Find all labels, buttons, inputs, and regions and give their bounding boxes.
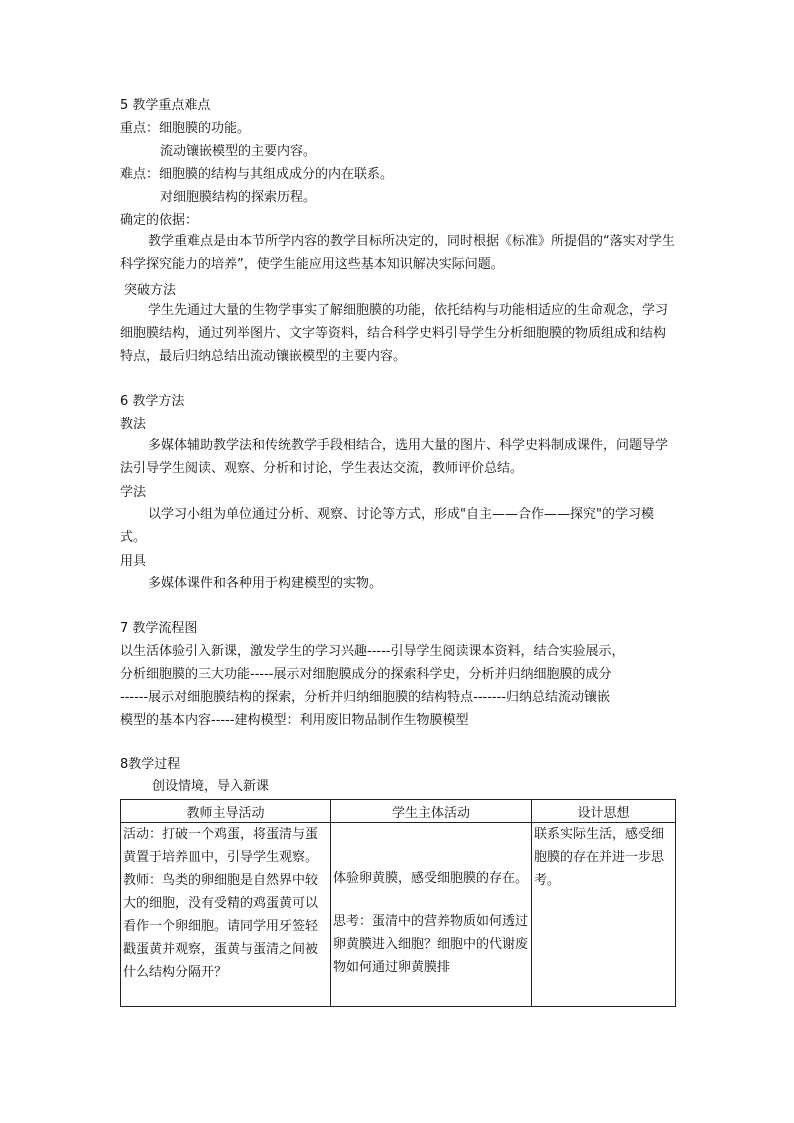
- student-activity-cell: [331, 823, 532, 1007]
- design-idea-text: 联系实际生活，感受细胞膜的存在并进一步思考。: [534, 827, 665, 888]
- table-row: [121, 823, 676, 1007]
- teacher-activity-cell: [121, 823, 331, 1007]
- key-point-2: 流动镶嵌模型的主要内容。: [160, 144, 317, 159]
- basis-paragraph: 教学重难点是由本节所学内容的教学目标所决定的，同时根据《标准》所提倡的“落实对学生科学探究能力的培养”，使学生能应用这些基本知识解决实际问题。: [120, 234, 675, 272]
- learn-method-label: 学法: [120, 485, 147, 500]
- tools-paragraph: 多媒体课件和各种用于构建模型的实物。: [148, 576, 383, 591]
- method-paragraph: 学生先通过大量的生物学事实了解细胞膜的功能，依托结构与功能相适应的生命观念，学习细胞膜结构，通过列举图片、文字等资料，结合科学史料引导学生分析细胞膜的物质组成和结构 特点，最后归纳总结出流动镶嵌模型的主要内容。: [120, 303, 669, 364]
- basis-label: 确定的依据：: [120, 213, 199, 228]
- section-8-heading: 8教学过程: [120, 757, 181, 772]
- student-experience-text: 体验卵黄膜，感受细胞膜的存在。: [333, 871, 529, 886]
- key-point-1: 重点：细胞膜的功能。: [120, 121, 251, 136]
- section-8-subheading: 创设情境，导入新课: [152, 779, 270, 794]
- flow-line-4: 模型的基本内容-----建构模型：利用废旧物品制作生物膜模型: [120, 713, 469, 728]
- student-thinking-text: 思考：蛋清中的营养物质如何透过卵黄膜进入细胞？细胞中的代谢废物如何通过卵黄膜排: [333, 914, 529, 975]
- header-design: 设计思想: [532, 800, 676, 823]
- table-header-row: [121, 800, 676, 823]
- flow-line-1: 以生活体验引入新课，激发学生的学习兴趣-----引导学生阅读课本资料，结合实验展示，: [120, 644, 625, 659]
- method-label: 突破方法: [124, 283, 177, 298]
- section-5-heading: 5 教学重点难点: [120, 98, 211, 113]
- section-6-heading: 6 教学方法: [120, 394, 185, 409]
- header-student: 学生主体活动: [331, 800, 532, 823]
- difficulty-2: 对细胞膜结构的探索历程。: [160, 190, 317, 205]
- header-teacher: 教师主导活动: [121, 800, 331, 823]
- tools-label: 用具: [120, 554, 147, 569]
- teacher-question-text: 教师：鸟类的卵细胞是自然界中较大的细胞，没有受精的鸡蛋黄可以看作一个卵细胞。请同学用牙签轻戳蛋黄并观察，蛋黄与蛋清之间被什么结构分隔开？: [123, 873, 319, 980]
- learn-method-paragraph: 以学习小组为单位通过分析、观察、讨论等方式，形成"自主——合作——探究"的学习模式。: [120, 507, 654, 545]
- teaching-process-table: [120, 799, 676, 1007]
- flow-line-3: ------展示对细胞膜结构的探索，分析并归纳细胞膜的结构特点-------归纳总结流动镶嵌: [120, 690, 610, 705]
- teacher-activity-text: 活动：打破一个鸡蛋，将蛋清与蛋黄置于培养皿中，引导学生观察。: [123, 827, 319, 865]
- teach-method-paragraph: 多媒体辅助教学法和传统教学手段相结合，选用大量的图片、科学史料制成课件，问题导学法引导学生阅读、观察、分析和讨论，学生表达交流，教师评价总结。: [120, 438, 669, 476]
- design-idea-cell: [532, 823, 676, 1007]
- difficulty-1: 难点：细胞膜的结构与其组成成分的内在联系。: [120, 167, 394, 182]
- section-7-heading: 7 教学流程图: [120, 621, 198, 636]
- flow-line-2: 分析细胞膜的三大功能-----展示对细胞膜成分的探索科学史，分析并归纳细胞膜的成分: [120, 667, 612, 682]
- teach-method-label: 教法: [120, 417, 147, 432]
